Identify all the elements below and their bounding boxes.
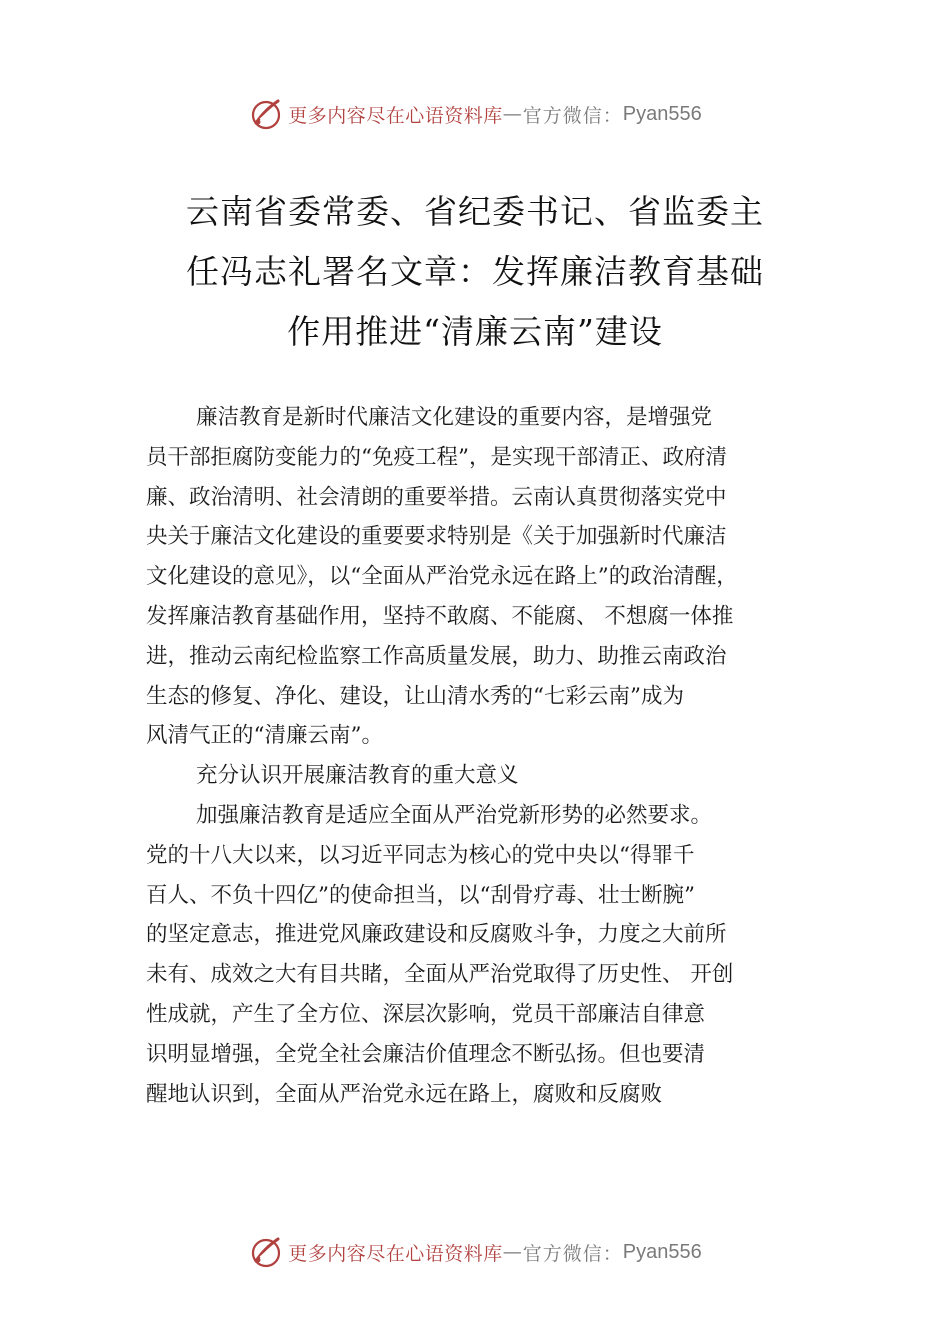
body-line: 发挥廉洁教育基础作用，坚持不敢腐、不能腐、 不想腐一体推 xyxy=(146,603,734,629)
body-line: 百人、不负十四亿”的使命担当，以“刮骨疗毒、壮士断腕” xyxy=(146,882,695,908)
body-line: 识明显增强，全党全社会廉洁价值理念不断弘扬。但也要清 xyxy=(146,1041,706,1067)
banner-brand-text: 更多内容尽在心语资料库 xyxy=(288,1242,503,1265)
banner-label: 官方微信： xyxy=(522,1242,623,1265)
title-line: 云南省委常委、省纪委书记、省监委主 xyxy=(186,192,764,231)
title-line: 作用推进“清廉云南”建设 xyxy=(287,312,663,351)
body-line: 风清气正的“清廉云南”。 xyxy=(146,723,383,749)
section-heading: 充分认识开展廉洁教育的重大意义 xyxy=(196,763,519,789)
banner-account-id: Pyan556 xyxy=(622,1240,702,1263)
banner-label: 官方微信： xyxy=(522,104,623,127)
article-title xyxy=(100,182,850,362)
body-line: 文化建设的意见》，以“全面从严治党永远在路上”的政治清醒， xyxy=(146,564,738,590)
brush-logo-icon xyxy=(248,1234,284,1270)
body-line: 醒地认识到，全面从严治党永远在路上，腐败和反腐败 xyxy=(146,1081,663,1107)
body-line: 未有、成效之大有目共睹，全面从严治党取得了历史性、 开创 xyxy=(146,962,734,988)
body-line: 性成就，产生了全方位、深层次影响，党员干部廉洁自律意 xyxy=(146,1001,706,1027)
body-line: 的坚定意志，推进党风廉政建设和反腐败斗争，力度之大前所 xyxy=(146,922,727,948)
banner-account-id: Pyan556 xyxy=(622,102,702,125)
article-body xyxy=(146,398,826,1114)
body-line: 员干部拒腐防变能力的“免疫工程”，是实现干部清正、政府清 xyxy=(146,444,727,470)
body-line: 廉、政治清明、社会清朗的重要举措。云南认真贯彻落实党中 xyxy=(146,484,727,510)
body-line: 加强廉洁教育是适应全面从严治党新形势的必然要求。 xyxy=(196,802,713,828)
banner-brand-text: 更多内容尽在心语资料库 xyxy=(288,104,503,127)
brush-logo-icon xyxy=(248,96,284,132)
banner-separator: — xyxy=(502,1241,523,1263)
title-line: 任冯志礼署名文章：发挥廉洁教育基础 xyxy=(186,252,764,291)
body-line: 生态的修复、净化、建设，让山清水秀的“七彩云南”成为 xyxy=(146,683,684,709)
banner-separator: — xyxy=(502,103,523,125)
body-line: 党的十八大以来，以习近平同志为核心的党中央以“得罪千 xyxy=(146,842,695,868)
header-watermark-banner xyxy=(0,94,950,134)
footer-watermark-banner xyxy=(0,1232,950,1272)
body-line: 廉洁教育是新时代廉洁文化建设的重要内容，是增强党 xyxy=(196,405,713,430)
body-line: 央关于廉洁文化建设的重要要求特别是《关于加强新时代廉洁 xyxy=(146,524,727,550)
body-line: 进，推动云南纪检监察工作高质量发展，助力、助推云南政治 xyxy=(146,643,727,669)
